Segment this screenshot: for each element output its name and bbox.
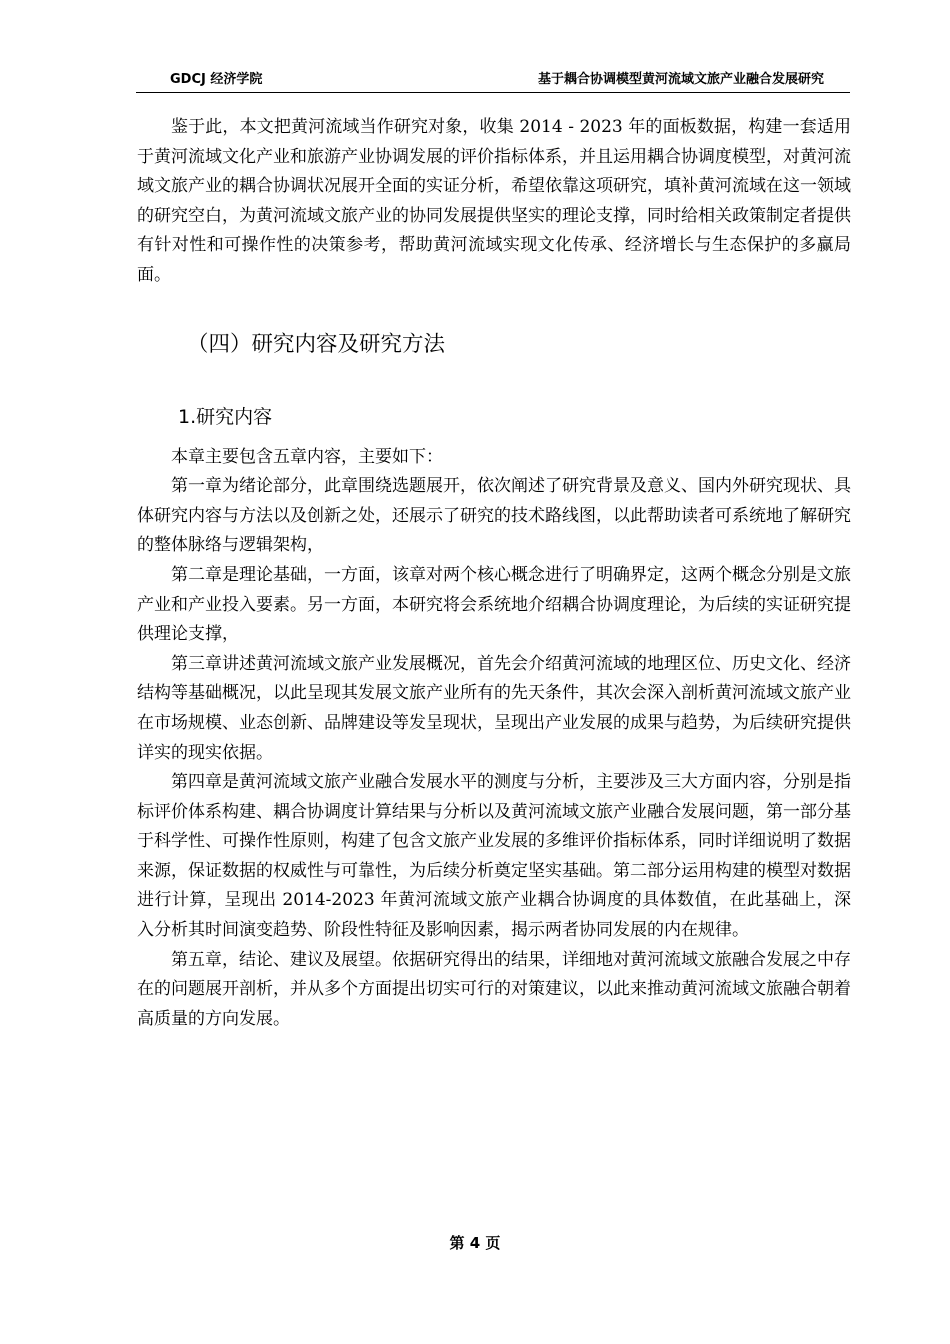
page-header — [136, 64, 850, 93]
header-institution: GDCJ 经济学院 — [170, 72, 263, 87]
intro-paragraph: 鉴于此，本文把黄河流域当作研究对象，收集 2014 - 2023 年的面板数据，构建一套适用于黄河流域文化产业和旅游产业协调发展的评价指标体系，并且运用耦合协调度模型，对黄河流域文旅产业的耦合协调状况展开全面的实证分析，希望依靠这项研究，填补黄河流域在这一领域的研究空白，为黄河流域文旅产业的协同发展提供坚实的理论支撑，同时给相关政策制定者提供有针对性和可操作性的决策参考，帮助黄河流域实现文化传承、经济增长与生态保护的多赢局面。 — [137, 117, 851, 285]
subsection-heading: 1.研究内容 — [178, 405, 273, 428]
section-heading: （四）研究内容及研究方法 — [187, 331, 446, 357]
body-paragraph: 第一章为绪论部分，此章围绕选题展开，依次阐述了研究背景及意义、国内外研究现状、具体研究内容与方法以及创新之处，还展示了研究的技术路线图，以此帮助读者可系统地了解研究的整体脉络与逻辑架构， — [137, 476, 851, 556]
header-thesis-title: 基于耦合协调模型黄河流域文旅产业融合发展研究 — [537, 72, 824, 87]
body-paragraph: 第三章讲述黄河流域文旅产业发展概况，首先会介绍黄河流域的地理区位、历史文化、经济结构等基础概况，以此呈现其发展文旅产业所有的先天条件，其次会深入剖析黄河流域文旅产业在市场规模、业态创新、品牌建设等发呈现状，呈现出产业发展的成果与趋势，为后续研究提供详实的现实依据。 — [137, 653, 851, 763]
body-paragraph: 本章主要包含五章内容，主要如下： — [171, 446, 443, 467]
page-number: 第 4 页 — [449, 1234, 501, 1252]
page-body — [137, 113, 851, 1034]
body-paragraph: 第二章是理论基础，一方面，该章对两个核心概念进行了明确界定，这两个概念分别是文旅产业和产业投入要素。另一方面，本研究将会系统地介绍耦合协调度理论，为后续的实证研究提供理论支撑， — [137, 564, 851, 645]
body-paragraph: 第四章是黄河流域文旅产业融合发展水平的测度与分析，主要涉及三大方面内容，分别是指标评价体系构建、耦合协调度计算结果与分析以及黄河流域文旅产业融合发展问题，第一部分基于科学性、可操作性原则，构建了包含文旅产业发展的多维评价指标体系，同时详细说明了数据来源，保证数据的权威性与可靠性，为后续分析奠定坚实基础。第二部分运用构建的模型对数据进行计算，呈现出 2014-2023 年黄河流域文旅产业耦合协调度的具体数值，在此基础上，深入分析其时间演变趋势、阶段性特征及影响因素，揭示两者协同发展的内在规律。 — [137, 772, 851, 941]
body-paragraph: 第五章，结论、建议及展望。依据研究得出的结果，详细地对黄河流域文旅融合发展之中存在的问题展开剖析，并从多个方面提出切实可行的对策建议，以此来推动黄河流域文旅融合朝着高质量的方向发展。 — [137, 949, 851, 1029]
